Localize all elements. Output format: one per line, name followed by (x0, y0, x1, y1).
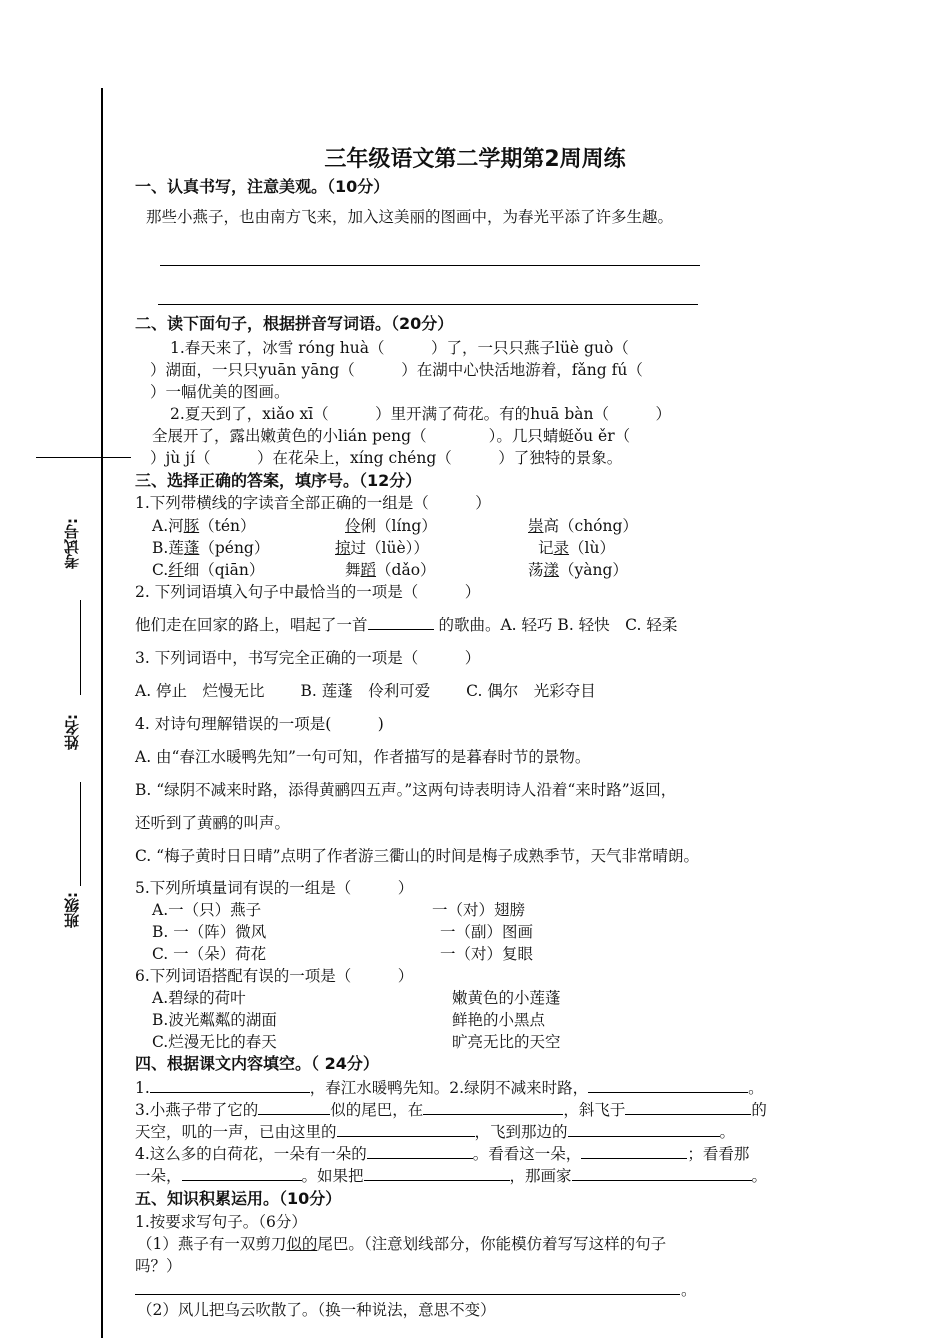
section-1-heading: 一、认真书写，注意美观。（10分） (135, 177, 390, 196)
fill-blank-7[interactable] (568, 1122, 720, 1137)
s5-q1-part1-cont: 吗？） (135, 1257, 182, 1275)
fill-blank-9[interactable] (581, 1144, 687, 1159)
section-3-heading: 三、选择正确的答案，填序号。（12分） (135, 471, 422, 490)
q5-stem: 5.下列所填量词有误的一组是（ ） (135, 879, 414, 897)
q3-stem: 3. 下列词语中，书写完全正确的一项是（ ） (135, 649, 481, 667)
fill-line-1: 1. ，春江水暖鸭先知。2.绿阴不减来时路， 。 (135, 1079, 764, 1097)
q4-option-b-line2: 还听到了黄鹂的叫声。 (135, 814, 291, 832)
q5-option-b2: 一（副）图画 (440, 923, 534, 941)
pinyin-line-4: 2.夏天到了，xiǎo xī（ ）里开满了荷花。有的huā bàn（ ） (170, 405, 671, 423)
fill-blank-1[interactable] (150, 1078, 310, 1093)
s5-q1-stem: 1.按要求写句子。（6分） (135, 1213, 307, 1231)
q1-option-a1: A.河豚（tén） (152, 517, 256, 535)
name-label: 姓名: (63, 714, 81, 750)
q4-option-a: A. 由“春江水暖鸭先知”一句可知，作者描写的是暮春时节的景物。 (135, 748, 591, 766)
pinyin-line-1: 1.春天来了，冰雪 róng huà（ ）了，一只只燕子lüè guò（ (170, 339, 629, 357)
q5-option-c1: C. 一（朵）荷花 (152, 945, 267, 963)
q1-stem: 1.下列带横线的字读音全部正确的一组是（ ） (135, 494, 491, 512)
q5-option-a1: A.一（只）燕子 (152, 901, 262, 919)
q5-option-c2: 一（对）复眼 (440, 945, 534, 963)
q1-option-a2: 伶俐（líng） (345, 517, 437, 535)
pinyin-line-6: ）jù jí（ ）在花朵上，xíng chéng（ ）了独特的景象。 (150, 449, 623, 467)
q5-option-a2: 一（对）翅膀 (432, 901, 526, 919)
pinyin-line-2: ）湖面，一只只yuān yāng（ ）在湖中心快活地游着，fǎng fú（ (150, 361, 643, 379)
class-line (80, 868, 81, 886)
q6-stem: 6.下列词语搭配有误的一项是（ ） (135, 967, 414, 985)
binding-margin-line (101, 88, 103, 1338)
fill-blank-8[interactable] (367, 1144, 473, 1159)
fill-blank-12[interactable] (572, 1166, 752, 1181)
q1-option-b3: 记录（lù） (538, 539, 615, 557)
exam-number-line (80, 600, 81, 695)
q2-blank[interactable] (368, 615, 434, 630)
q6-option-b1: B.波光粼粼的湖面 (152, 1011, 277, 1029)
q6-option-a1: A.碧绿的荷叶 (152, 989, 246, 1007)
q1-option-c3: 荡漾（yàng） (528, 561, 628, 579)
answer-line-1[interactable] (135, 1294, 680, 1295)
exam-number-label: 考试号: (63, 518, 81, 569)
fill-blank-4[interactable] (423, 1100, 563, 1115)
fill-line-4: 4.这么多的白荷花，一朵有一朵的 。看看这一朵， ；看看那 (135, 1145, 750, 1163)
fill-blank-2[interactable] (588, 1078, 748, 1093)
q6-option-c1: C.烂漫无比的春天 (152, 1033, 277, 1051)
section-2-heading: 二、读下面句子，根据拼音写词语。（20分） (135, 314, 454, 333)
section-5-heading: 五、知识积累运用。（10分） (135, 1189, 342, 1208)
fill-blank-10[interactable] (182, 1166, 302, 1181)
page-title: 三年级语文第二学期第2周周练 (324, 147, 626, 172)
s5-q1-part2: （2）风儿把乌云吹散了。（换一种说法，意思不变） (137, 1301, 496, 1319)
section-4-heading: 四、根据课文内容填空。（ 24分） (135, 1054, 379, 1073)
pinyin-line-5: 全展开了，露出嫩黄色的小lián peng（ ）。几只蜻蜓ǒu ěr（ (152, 427, 631, 445)
answer-line-period: 。 (681, 1281, 697, 1299)
q4-stem: 4. 对诗句理解错误的一项是( ) (135, 715, 384, 733)
q2-sentence: 他们走在回家的路上，唱起了一首 的歌曲。A. 轻巧 B. 轻快 C. 轻柔 (135, 616, 678, 634)
writing-line-1[interactable] (160, 265, 700, 266)
fill-blank-5[interactable] (625, 1100, 751, 1115)
copy-sentence: 那些小燕子，也由南方飞来，加入这美丽的图画中，为春光平添了许多生趣。 (146, 208, 674, 226)
fill-line-2: 3.小燕子带了它的 似的尾巴，在 ，斜飞于 的 (135, 1101, 767, 1119)
q1-option-b2: 掠过（lüè）） (335, 539, 429, 557)
fill-line-5: 一朵， 。如果把 ，那画家 。 (135, 1167, 768, 1185)
binding-tick-line (36, 457, 131, 458)
q4-option-c: C. “梅子黄时日日晴”点明了作者游三衢山的时间是梅子成熟季节，天气非常晴朗。 (135, 847, 700, 865)
q3-options: A. 停止 烂慢无比 B. 莲蓬 伶利可爱 C. 偶尔 光彩夺目 (135, 682, 596, 700)
pinyin-line-3: ）一幅优美的图画。 (150, 383, 290, 401)
name-line (80, 782, 81, 877)
fill-blank-3[interactable] (258, 1100, 330, 1115)
s5-q1-part1: （1）燕子有一双剪刀似的尾巴。（注意划线部分，你能模仿着写写这样的句子 (137, 1235, 667, 1253)
fill-blank-6[interactable] (337, 1122, 475, 1137)
fill-line-3: 天空，叽的一声，已由这里的 ，飞到那边的 。 (135, 1123, 736, 1141)
class-label: 班级: (63, 892, 81, 928)
writing-line-2[interactable] (158, 304, 698, 305)
q5-option-b1: B. 一（阵）微风 (152, 923, 267, 941)
fill-blank-11[interactable] (364, 1166, 510, 1181)
q1-option-c1: C.纤细（qiān） (152, 561, 265, 579)
q1-option-a3: 崇高（chóng） (528, 517, 638, 535)
q4-option-b-line1: B. “绿阴不减来时路，添得黄鹂四五声。”这两句诗表明诗人沿着“来时路”返回， (135, 781, 677, 799)
q6-option-c2: 旷亮无比的天空 (452, 1033, 561, 1051)
q1-option-b1: B.莲蓬（péng） (152, 539, 270, 557)
q1-option-c2: 舞蹈（dǎo） (345, 561, 436, 579)
q2-stem: 2. 下列词语填入句子中最恰当的一项是（ ） (135, 583, 481, 601)
q6-option-a2: 嫩黄色的小莲蓬 (452, 989, 561, 1007)
q6-option-b2: 鲜艳的小黑点 (452, 1011, 546, 1029)
